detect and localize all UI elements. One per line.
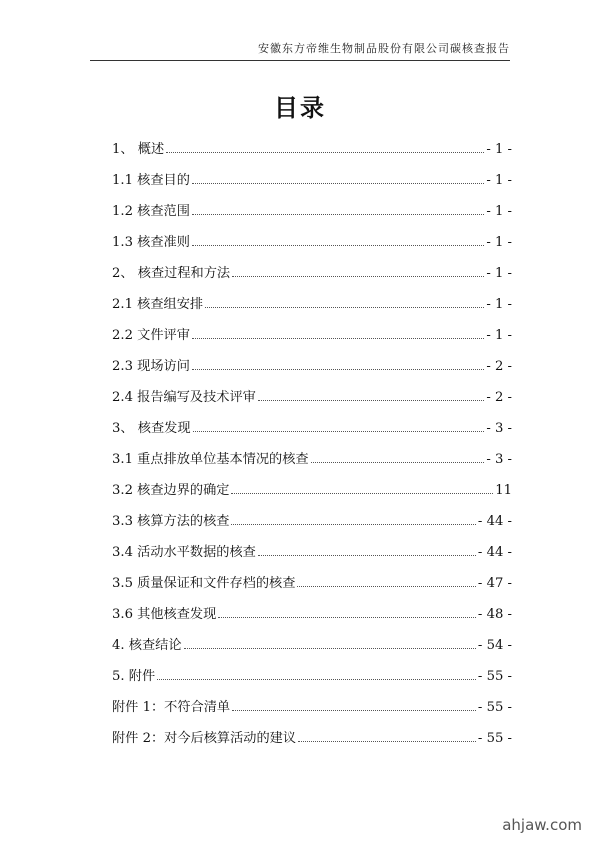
toc-leader-dots	[192, 214, 484, 215]
toc-entry-label: 2.3 现场访问	[112, 359, 190, 374]
toc-entry[interactable]	[112, 355, 512, 386]
toc-entry-label: 3.1 重点排放单位基本情况的核查	[112, 452, 309, 467]
toc-entry-label: 3.3 核算方法的核查	[112, 514, 230, 529]
toc-entry[interactable]	[112, 200, 512, 231]
toc-entry[interactable]	[112, 138, 512, 169]
toc-leader-dots	[192, 183, 484, 184]
toc-entry-label: 3.2 核查边界的确定	[112, 483, 230, 498]
toc-entry[interactable]	[112, 417, 512, 448]
toc-entry[interactable]	[112, 231, 512, 262]
page-title: 目录	[274, 93, 326, 122]
toc-leader-dots	[297, 586, 476, 587]
toc-leader-dots	[192, 245, 484, 246]
toc-leader-dots	[193, 431, 485, 432]
toc-entry-page: - 55 -	[477, 731, 512, 746]
toc-entry-label: 附件 2：对今后核算活动的建议	[112, 731, 297, 746]
toc-entry-label: 3.4 活动水平数据的核查	[112, 545, 256, 560]
toc-leader-dots	[157, 679, 476, 680]
toc-entry-label: 2.2 文件评审	[112, 328, 190, 343]
toc-entry-page: - 3 -	[486, 452, 512, 467]
toc-entry-page: - 55 -	[477, 669, 512, 684]
toc-leader-dots	[232, 276, 484, 277]
toc-entry-page: - 1 -	[486, 173, 512, 188]
toc-entry-label: 3.6 其他核查发现	[112, 607, 217, 622]
header-rule	[90, 60, 510, 61]
toc-entry-page: - 2 -	[486, 390, 512, 405]
toc-entry-page: - 3 -	[486, 421, 512, 436]
toc-entry[interactable]	[112, 727, 512, 758]
watermark-text: ahjaw.com	[502, 816, 582, 834]
toc-entry-page: - 47 -	[477, 576, 512, 591]
toc-leader-dots	[192, 369, 484, 370]
toc-leader-dots	[184, 648, 476, 649]
toc-leader-dots	[298, 741, 476, 742]
toc-entry-label: 1.3 核查准则	[112, 235, 190, 250]
toc-entry[interactable]	[112, 169, 512, 200]
toc-entry-label: 附件 1：不符合清单	[112, 700, 231, 715]
toc-entry-label: 3、 核查发现	[112, 421, 191, 436]
toc-entry[interactable]	[112, 293, 512, 324]
toc-entry[interactable]	[112, 479, 512, 510]
toc-entry[interactable]	[112, 262, 512, 293]
toc-entry[interactable]	[112, 603, 512, 634]
toc-entry-page: - 2 -	[486, 359, 512, 374]
toc-leader-dots	[218, 617, 476, 618]
toc-leader-dots	[231, 524, 475, 525]
toc-entry-label: 2.4 报告编写及技术评审	[112, 390, 256, 405]
toc-entry-page: - 1 -	[486, 235, 512, 250]
toc-leader-dots	[166, 152, 484, 153]
toc-entry[interactable]	[112, 634, 512, 665]
toc-entry-page: - 48 -	[477, 607, 512, 622]
toc-entry-label: 1.1 核查目的	[112, 173, 190, 188]
toc-entry[interactable]	[112, 541, 512, 572]
table-of-contents	[112, 138, 512, 758]
toc-entry[interactable]	[112, 386, 512, 417]
toc-leader-dots	[192, 338, 484, 339]
toc-entry-page: - 1 -	[486, 204, 512, 219]
toc-leader-dots	[311, 462, 485, 463]
toc-leader-dots	[231, 493, 493, 494]
toc-leader-dots	[205, 307, 484, 308]
toc-entry[interactable]	[112, 665, 512, 696]
toc-entry[interactable]	[112, 324, 512, 355]
toc-entry-label: 3.5 质量保证和文件存档的核查	[112, 576, 296, 591]
toc-entry-page: - 1 -	[486, 297, 512, 312]
toc-leader-dots	[258, 400, 484, 401]
toc-entry-page: - 1 -	[486, 266, 512, 281]
toc-entry[interactable]	[112, 448, 512, 479]
toc-entry-label: 2、 核查过程和方法	[112, 266, 231, 281]
toc-entry-label: 1、 概述	[112, 142, 165, 157]
toc-entry-page: 11	[495, 483, 512, 498]
toc-entry-page: - 1 -	[486, 142, 512, 157]
toc-entry-page: - 44 -	[477, 514, 512, 529]
toc-entry-page: - 1 -	[486, 328, 512, 343]
toc-entry-label: 1.2 核查范围	[112, 204, 190, 219]
toc-entry-page: - 55 -	[477, 700, 512, 715]
toc-entry-label: 4. 核查结论	[112, 638, 182, 653]
toc-entry-label: 5. 附件	[112, 669, 156, 684]
toc-entry[interactable]	[112, 510, 512, 541]
toc-entry[interactable]	[112, 572, 512, 603]
toc-entry[interactable]	[112, 696, 512, 727]
toc-entry-label: 2.1 核查组安排	[112, 297, 204, 312]
running-header: 安徽东方帝维生物制品股份有限公司碳核查报告	[258, 42, 510, 55]
toc-entry-page: - 54 -	[477, 638, 512, 653]
toc-leader-dots	[258, 555, 476, 556]
toc-entry-page: - 44 -	[477, 545, 512, 560]
toc-leader-dots	[232, 710, 476, 711]
